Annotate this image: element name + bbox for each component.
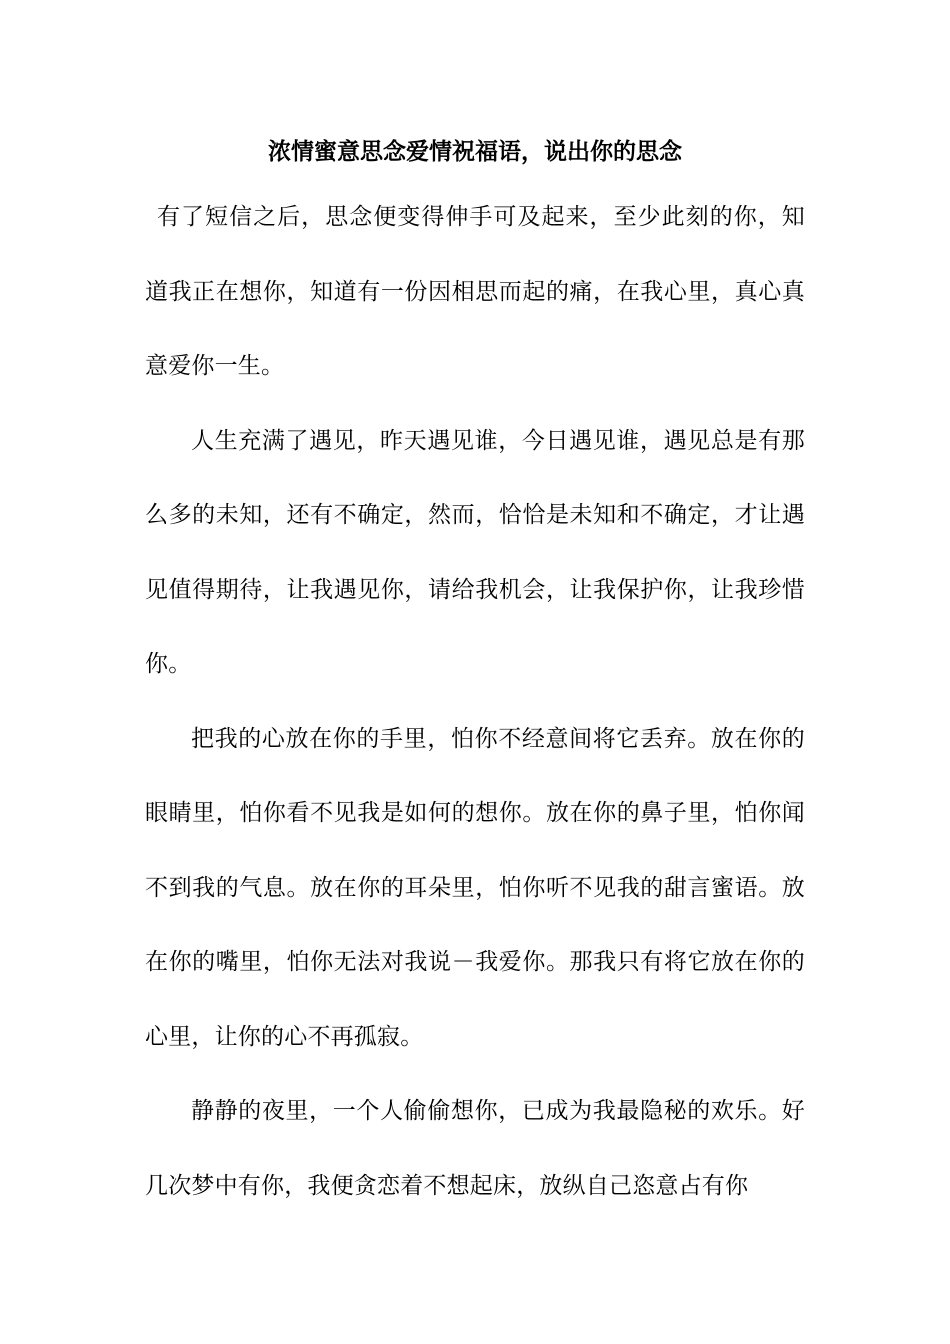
document-body — [145, 180, 805, 1223]
paragraph-2: 人生充满了遇见，昨天遇见谁，今日遇见谁，遇见总是有那么多的未知，还有不确定，然而，恰恰是未知和不确定，才让遇见值得期待，让我遇见你，请给我机会，让我保护你，让我珍惜你。 — [145, 427, 805, 677]
paragraph-1: 有了短信之后，思念便变得伸手可及起来，至少此刻的你，知道我正在想你，知道有一份因相思而起的痛，在我心里，真心真意爱你一生。 — [145, 204, 805, 379]
paragraph-4: 静静的夜里，一个人偷偷想你，已成为我最隐秘的欢乐。好几次梦中有你，我便贪恋着不想起床，放纵自己恣意占有你 — [145, 1098, 805, 1199]
paragraph-3: 把我的心放在你的手里，怕你不经意间将它丢弃。放在你的眼睛里，怕你看不见我是如何的想你。放在你的鼻子里，怕你闻不到我的气息。放在你的耳朵里，怕你听不见我的甜言蜜语。放在你的嘴里，怕你无法对我说－我爱你。那我只有将它放在你的心里，让你的心不再孤寂。 — [145, 725, 805, 1050]
document-title: 浓情蜜意思念爱情祝福语，说出你的思念 — [268, 138, 682, 165]
